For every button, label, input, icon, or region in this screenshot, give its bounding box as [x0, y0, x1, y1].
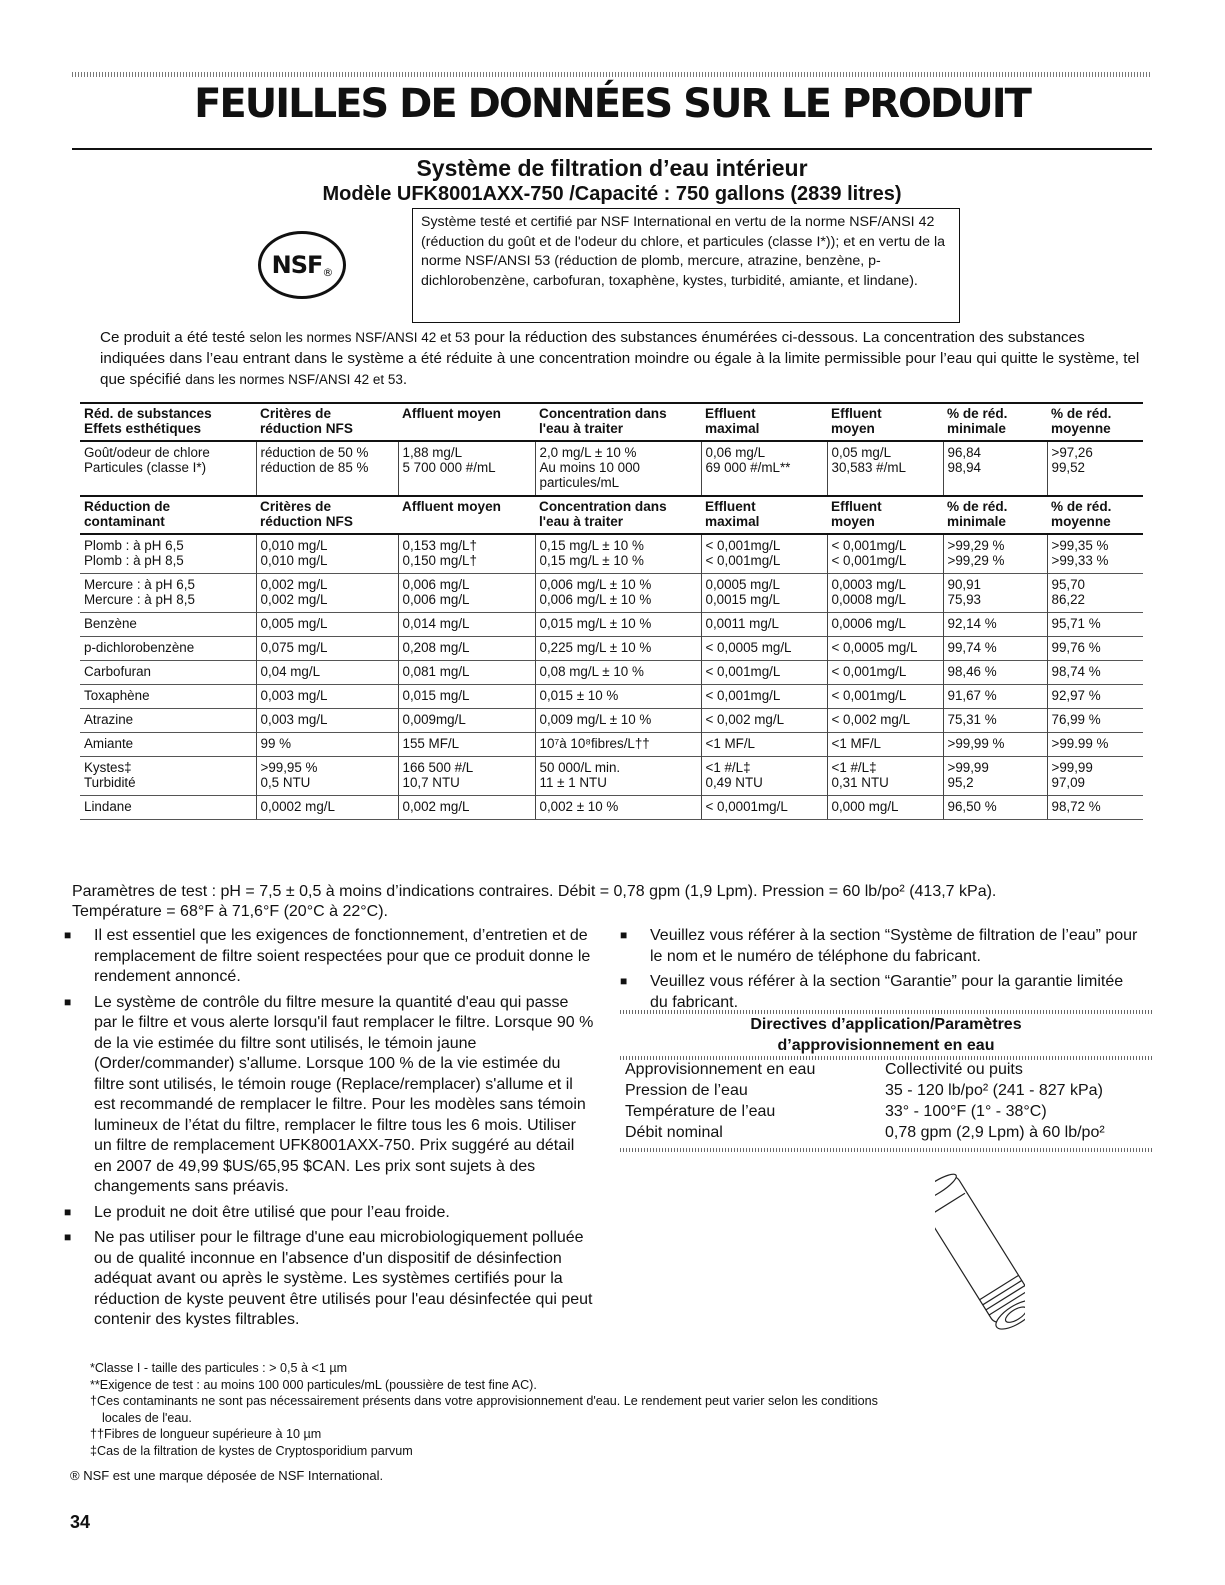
directive-row [625, 1101, 1150, 1122]
top-hatch-divider [72, 72, 1152, 77]
intro-text-a: Ce produit a été testé [100, 329, 250, 346]
table-row [80, 574, 1143, 613]
table-cell: < 0,0001mg/L [701, 796, 827, 820]
table-cell: Lindane [80, 796, 256, 820]
directive-label: Approvisionnement en eau [625, 1061, 816, 1078]
table-cell: 0,08 mg/L ± 10 % [535, 661, 701, 685]
footnote: †Ces contaminants ne sont pas nécessairement présents dans votre approvisionnement d'eau. Le rendement peut varier selon les conditions [90, 1394, 878, 1408]
table-cell: 0,005 mg/L [256, 613, 398, 637]
table-header-cell: % de réd. minimale [943, 496, 1047, 534]
table-cell: 0,0002 mg/L [256, 796, 398, 820]
table-cell: Toxaphène [80, 685, 256, 709]
table-cell: 0,002 ± 10 % [535, 796, 701, 820]
table-cell: Atrazine [80, 709, 256, 733]
table-cell: >99,99 95,2 [943, 757, 1047, 796]
table-header-cell: Réduction de contaminant [80, 496, 256, 534]
table-cell: 95,71 % [1047, 613, 1143, 637]
footnotes [90, 1360, 1130, 1459]
table-row [80, 733, 1143, 757]
table-cell: 96,84 98,94 [943, 441, 1047, 496]
table-cell: 0,006 mg/L ± 10 % 0,006 mg/L ± 10 % [535, 574, 701, 613]
table-cell: 96,50 % [943, 796, 1047, 820]
intro-text-c: pour la réduction des substances énumérées ci-dessous. La concentration des substances indiquées dans l’eau entrant dans le système a été réduite à une concentration moindre ou égale à la limite permissible pour l’eau qui quitte le système, tel que spécifié [100, 329, 1140, 388]
table-row [80, 441, 1143, 496]
table-cell: 0,225 mg/L ± 10 % [535, 637, 701, 661]
table-cell: Amiante [80, 733, 256, 757]
table-cell: Goût/odeur de chlore Particules (classe I*) [84, 445, 210, 475]
table-cell: Benzène [80, 613, 256, 637]
table-cell: 75,31 % [943, 709, 1047, 733]
table-cell: < 0,001mg/L < 0,001mg/L [827, 534, 943, 574]
water-filter-cartridge-icon [935, 1165, 1025, 1350]
directives-title-line2: d’approvisionnement en eau [777, 1037, 995, 1054]
list-item: ■ Le système de contrôle du filtre mesure la quantité d'eau qui passe par le filtre et vous alerte lorsqu'il faut remplacer le filtre. Lorsque 90 % de la vie estimée du filtre sont utilisés, le témoin jaune (Order/commander) s'allume. Lorsque 100 % de la vie estimée du filtre sont utilisés, le témoin rouge (Replace/remplacer) s'allume et il est recommandé de remplacer le filtre. Pour les modèles sans témoin lumineux de l’état du filtre, remplacer le filtre tous les 6 mois. Utiliser un filtre de remplacement UFK8001AXX-750. Prix suggéré au détail en 2007 de 49,99 $US/65,95 $CAN. Les prix sont sujets à des changements sans préavis. [64, 993, 594, 1198]
table-header-cell: Effluent moyen [827, 496, 943, 534]
directive-row [625, 1080, 1150, 1101]
table-header-row [80, 403, 1143, 441]
directive-label: Température de l’eau [625, 1103, 776, 1120]
table-cell: 0,04 mg/L [256, 661, 398, 685]
table-cell: 0,208 mg/L [398, 637, 535, 661]
table-cell: 0,0006 mg/L [827, 613, 943, 637]
footnote: locales de l'eau. [102, 1410, 192, 1425]
table-cell: 0,0011 mg/L [701, 613, 827, 637]
list-item: ■ Veuillez vous référer à la section “Système de filtration de l’eau” pour le nom et le numéro de téléphone du fabricant. [620, 926, 1140, 967]
directive-value: 0,78 gpm (2,9 Lpm) à 60 lb/po² [885, 1124, 1105, 1141]
table-cell: 95,70 86,22 [1047, 574, 1143, 613]
table-cell: 0,015 mg/L [398, 685, 535, 709]
table-cell: < 0,0005 mg/L [701, 637, 827, 661]
footnote: *Classe I - taille des particules : > 0,5 à <1 µm [90, 1361, 348, 1375]
test-parameters-line2: Température = 68°F à 71,6°F (20°C à 22°C). [72, 903, 388, 920]
table-cell: 0,0003 mg/L 0,0008 mg/L [827, 574, 943, 613]
table-cell: réduction de 50 % réduction de 85 % [256, 441, 398, 496]
table-cell: 0,0005 mg/L 0,0015 mg/L [701, 574, 827, 613]
directives-title [620, 1014, 1152, 1056]
table-cell: 99,76 % [1047, 637, 1143, 661]
table-row [80, 709, 1143, 733]
table-cell: < 0,001mg/L [701, 685, 827, 709]
table-cell: Carbofuran [80, 661, 256, 685]
table-header-cell: Effluent maximal [701, 403, 827, 441]
table-cell: 0,014 mg/L [398, 613, 535, 637]
intro-text-d: dans les normes NSF/ANSI 42 et 53 [185, 372, 403, 387]
table-cell: < 0,001mg/L < 0,001mg/L [701, 534, 827, 574]
table-cell: 1,88 mg/L 5 700 000 #/mL [398, 441, 535, 496]
footnote: ††Fibres de longueur supérieure à 10 µm [90, 1427, 322, 1441]
table-cell: 155 MF/L [398, 733, 535, 757]
certification-box: Système testé et certifié par NSF International en vertu de la norme NSF/ANSI 42 (réduction du goût et de l'odeur du chlore, et particules (classe I*)); et en vertu de la norme NSF/ANSI 53 (réduction de plomb, mercure, atrazine, benzène, p-dichlorobenzène, carbofuran, toxaphène, kystes, turbidité, amiante, et lindane). [412, 208, 960, 323]
directive-label: Débit nominal [625, 1124, 723, 1141]
table-cell: 0,009 mg/L ± 10 % [535, 709, 701, 733]
system-subtitle: Système de filtration d’eau intérieur [416, 155, 808, 181]
table-cell: Plomb : à pH 6,5 Plomb : à pH 8,5 [84, 538, 184, 568]
table-header-cell: Concentration dans l'eau à traiter [535, 496, 701, 534]
directive-value: 33° - 100°F (1° - 38°C) [885, 1103, 1047, 1120]
table-cell: <1 #/L‡ 0,49 NTU [701, 757, 827, 796]
table-cell: 0,002 mg/L [398, 796, 535, 820]
title-rule [72, 148, 1152, 150]
directives-bottom-hatch [620, 1148, 1152, 1152]
table-cell: 0,05 mg/L 30,583 #/mL [827, 441, 943, 496]
table-cell: 0,15 mg/L ± 10 % 0,15 mg/L ± 10 % [535, 534, 701, 574]
table-header-cell: % de réd. minimale [943, 403, 1047, 441]
left-bullet-list [64, 926, 594, 1336]
table-cell: 0,000 mg/L [827, 796, 943, 820]
table-cell: <1 #/L‡ 0,31 NTU [827, 757, 943, 796]
directive-value: Collectivité ou puits [885, 1061, 1023, 1078]
table-row [80, 534, 1143, 574]
table-row [80, 613, 1143, 637]
page-title: FEUILLES DE DONNÉES SUR LE PRODUIT [194, 81, 1030, 127]
table-cell: Kystes‡ Turbidité [80, 757, 256, 796]
table-cell: 0,006 mg/L 0,006 mg/L [398, 574, 535, 613]
table-row [80, 796, 1143, 820]
table-header-cell: Critères de réduction NFS [256, 496, 398, 534]
table-cell: < 0,0005 mg/L [827, 637, 943, 661]
nsf-logo-icon [258, 231, 346, 299]
table-cell: 2,0 mg/L ± 10 % Au moins 10 000 particules/mL [535, 441, 701, 496]
table-cell: < 0,001mg/L [827, 661, 943, 685]
model-capacity-line: Modèle UFK8001AXX-750 /Capacité : 750 gallons (2839 litres) [322, 183, 902, 205]
table-cell: 92,14 % [943, 613, 1047, 637]
table-cell: 99 % [256, 733, 398, 757]
table-header-cell: Effluent maximal [701, 496, 827, 534]
table-cell: 0,015 ± 10 % [535, 685, 701, 709]
table-cell: 0,003 mg/L [256, 685, 398, 709]
table-cell: Mercure : à pH 6,5 Mercure : à pH 8,5 [80, 574, 256, 613]
table-cell: >99,29 % >99,29 % [943, 534, 1047, 574]
table-header-cell: Affluent moyen [398, 403, 535, 441]
intro-paragraph [100, 327, 1150, 390]
table-cell: >99,99 % [943, 733, 1047, 757]
page-number: 34 [70, 1512, 91, 1532]
test-parameters-line1: Paramètres de test : pH = 7,5 ± 0,5 à moins d’indications contraires. Débit = 0,78 gpm (1,9 Lpm). Pression = 60 lb/po² (413,7 kPa). [72, 883, 997, 900]
table-row [80, 661, 1143, 685]
table-cell: <1 MF/L [701, 733, 827, 757]
directive-label: Pression de l’eau [625, 1082, 748, 1099]
table-cell: 10⁷à 10⁸fibres/L†† [535, 733, 701, 757]
table-cell: <1 MF/L [827, 733, 943, 757]
table-header-cell: Affluent moyen [398, 496, 535, 534]
table-row [80, 685, 1143, 709]
list-item: ■ Il est essentiel que les exigences de fonctionnement, d’entretien et de remplacement de filtre soient respectées pour que ce produit donne le rendement annoncé. [64, 926, 594, 988]
trademark-note: ® NSF est une marque déposée de NSF International. [70, 1468, 384, 1483]
table-header-cell: Concentration dans l'eau à traiter [535, 403, 701, 441]
table-header-cell: Réd. de substances Effets esthétiques [80, 403, 256, 441]
directives-title-line1: Directives d’application/Paramètres [750, 1016, 1022, 1033]
table-cell: 0,015 mg/L ± 10 % [535, 613, 701, 637]
nsf-logo-text: NSF [271, 251, 323, 279]
footnote: **Exigence de test : au moins 100 000 particules/mL (poussière de test fine AC). [90, 1377, 537, 1392]
intro-text-b: selon les normes NSF/ANSI 42 et 53 [249, 330, 471, 345]
intro-text-e: . [402, 371, 408, 388]
table-cell: 76,99 % [1047, 709, 1143, 733]
right-bullet-list [620, 926, 1140, 1018]
table-header-cell: % de réd. moyenne [1047, 496, 1143, 534]
directive-row [625, 1122, 1150, 1143]
list-item: ■ Le produit ne doit être utilisé que pour l’eau froide. [64, 1203, 594, 1224]
performance-data-table [80, 402, 1143, 820]
table-cell: 0,081 mg/L [398, 661, 535, 685]
table-cell: < 0,002 mg/L [827, 709, 943, 733]
directive-value: 35 - 120 lb/po² (241 - 827 kPa) [885, 1082, 1103, 1099]
nsf-logo-reg: ® [322, 265, 333, 279]
table-header-cell: % de réd. moyenne [1047, 403, 1143, 441]
table-header-row [80, 496, 1143, 534]
table-cell: 92,97 % [1047, 685, 1143, 709]
table-cell: p-dichlorobenzène [80, 637, 256, 661]
table-cell: >97,26 99,52 [1047, 441, 1143, 496]
table-cell: < 0,001mg/L [701, 661, 827, 685]
table-row [80, 637, 1143, 661]
table-cell: 50 000/L min. 11 ± 1 NTU [535, 757, 701, 796]
table-cell: 0,153 mg/L† 0,150 mg/L† [398, 534, 535, 574]
table-cell: 0,075 mg/L [256, 637, 398, 661]
table-cell: < 0,002 mg/L [701, 709, 827, 733]
directives-table [625, 1059, 1150, 1143]
table-cell: 91,67 % [943, 685, 1047, 709]
table-cell: 0,003 mg/L [256, 709, 398, 733]
table-cell: 166 500 #/L 10,7 NTU [398, 757, 535, 796]
table-cell: >99,95 % 0,5 NTU [256, 757, 398, 796]
directive-row [625, 1059, 1150, 1080]
table-cell: 90,91 75,93 [943, 574, 1047, 613]
table-row [80, 757, 1143, 796]
list-item: ■ Veuillez vous référer à la section “Garantie” pour la garantie limitée du fabricant. [620, 972, 1140, 1013]
table-cell: >99.99 % [1047, 733, 1143, 757]
table-cell: < 0,001mg/L [827, 685, 943, 709]
test-parameters [72, 882, 1152, 922]
table-cell: >99,35 % >99,33 % [1047, 534, 1143, 574]
table-cell: 99,74 % [943, 637, 1047, 661]
footnote: ‡Cas de la filtration de kystes de Cryptosporidium parvum [90, 1443, 413, 1458]
table-cell: 0,009mg/L [398, 709, 535, 733]
table-cell: 0,002 mg/L 0,002 mg/L [256, 574, 398, 613]
table-cell: >99,99 97,09 [1047, 757, 1143, 796]
table-cell: 98,74 % [1047, 661, 1143, 685]
list-item: ■ Ne pas utiliser pour le filtrage d'une eau microbiologiquement polluée ou de qualité inconnue en l'absence d'un dispositif de désinfection adéquat avant ou après le système. Les systèmes certifiés pour la réduction de kyste peuvent être utilisés pour l'eau désinfectée qui peut contenir des kystes filtrables. [64, 1228, 594, 1331]
table-cell: 98,72 % [1047, 796, 1143, 820]
table-header-cell: Critères de réduction NFS [256, 403, 398, 441]
table-cell: 0,010 mg/L 0,010 mg/L [256, 534, 398, 574]
table-cell: 98,46 % [943, 661, 1047, 685]
table-cell: 0,06 mg/L 69 000 #/mL** [701, 441, 827, 496]
table-header-cell: Effluent moyen [827, 403, 943, 441]
